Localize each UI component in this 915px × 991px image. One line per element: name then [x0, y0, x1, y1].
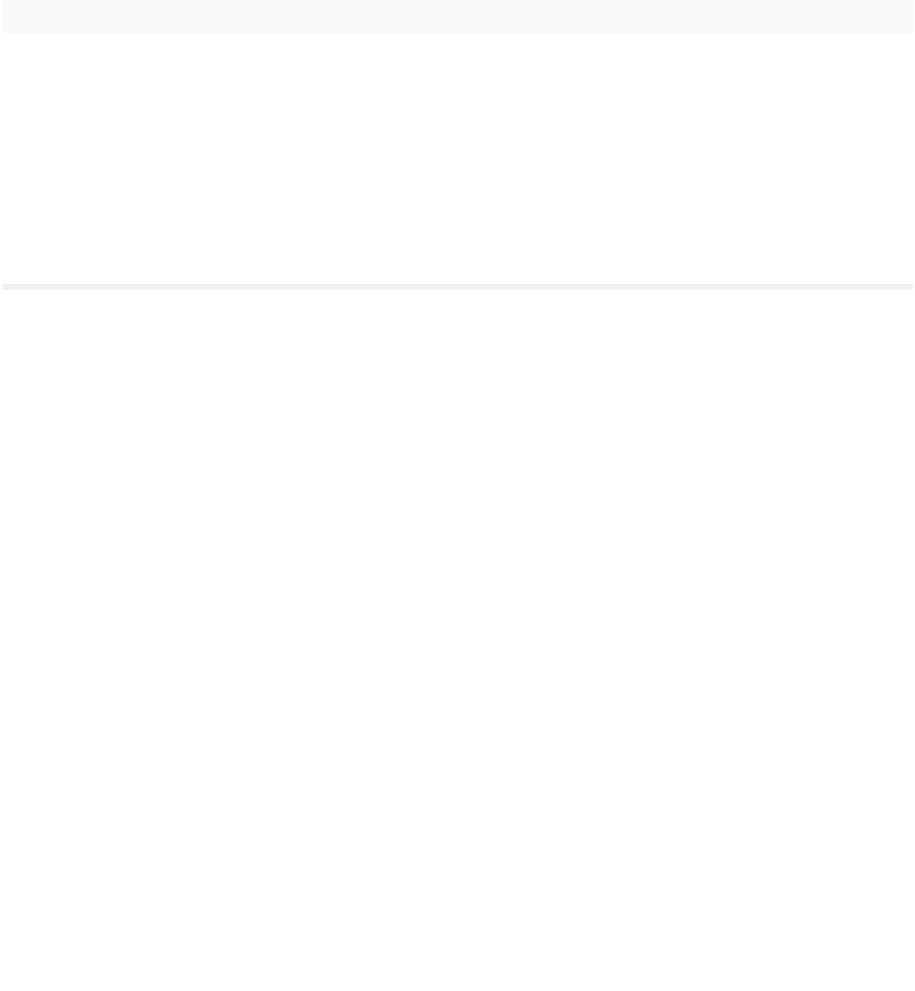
table-header [3, 0, 913, 34]
bench-divider [3, 284, 913, 290]
